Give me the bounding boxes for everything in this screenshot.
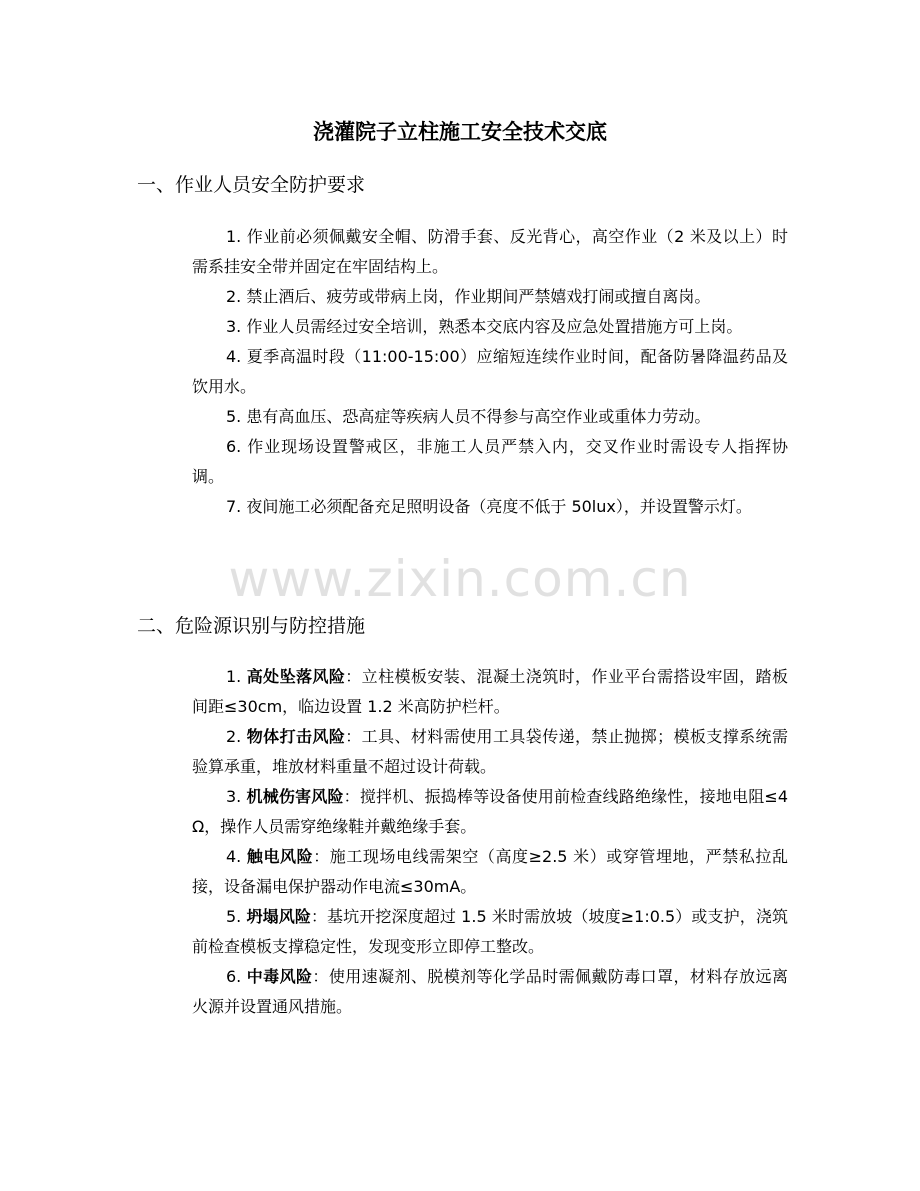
- list-item: [192, 962, 788, 1022]
- hazard-keyword: 物体打击风险: [246, 727, 346, 746]
- hazard-keyword: 机械伤害风险: [246, 787, 344, 806]
- item-number: 2.: [226, 727, 247, 746]
- item-text: ：基坑开挖深度超过 1.5 米时需放坡（坡度≥1:0.5）或支护，浇筑前检查模板支撑稳定性，发现变形立即停工整改。: [192, 907, 788, 956]
- item-text: ：使用速凝剂、脱模剂等化学品时需佩戴防毒口罩，材料存放远离火源并设置通风措施。: [192, 967, 788, 1016]
- item-number: 1.: [226, 667, 247, 686]
- item-number: 4.: [226, 847, 247, 866]
- hazard-keyword: 坍塌风险: [246, 907, 311, 926]
- item-number: 6.: [226, 967, 247, 986]
- list-item: [192, 842, 788, 902]
- document-title: 浇灌院子立柱施工安全技术交底: [313, 120, 607, 144]
- list-item: 7. 夜间施工必须配备充足照明设备（亮度不低于 50lux），并设置警示灯。: [226, 497, 752, 516]
- item-number: 5.: [226, 907, 247, 926]
- hazard-control-list: [192, 662, 788, 1022]
- list-item: [192, 902, 788, 962]
- personnel-safety-list: [192, 222, 788, 522]
- list-item: [192, 782, 788, 842]
- list-item: [192, 722, 788, 782]
- list-item: 1. 作业前必须佩戴安全帽、防滑手套、反光背心，高空作业（2 米及以上）时需系挂安全带并固定在牢固结构上。: [192, 227, 788, 276]
- section-heading-hazard-control: 二、危险源识别与防控措施: [137, 615, 366, 637]
- item-text: ：施工现场电线需架空（高度≥2.5 米）或穿管埋地，严禁私拉乱接，设备漏电保护器动作电流≤30mA。: [192, 847, 788, 896]
- hazard-keyword: 高处坠落风险: [246, 667, 346, 686]
- list-item: 3. 作业人员需经过安全培训，熟悉本交底内容及应急处置措施方可上岗。: [226, 317, 743, 336]
- watermark: www.zixin.com.cn: [228, 550, 692, 608]
- item-text: ：搅拌机、振捣棒等设备使用前检查线路绝缘性，接地电阻≤4Ω，操作人员需穿绝缘鞋并戴绝缘手套。: [192, 787, 788, 836]
- list-item: 2. 禁止酒后、疲劳或带病上岗，作业期间严禁嬉戏打闹或擅自离岗。: [226, 287, 711, 306]
- item-number: 3.: [226, 787, 247, 806]
- list-item: 4. 夏季高温时段（11:00-15:00）应缩短连续作业时间，配备防暑降温药品及饮用水。: [192, 347, 788, 396]
- item-text: ：工具、材料需使用工具袋传递，禁止抛掷；模板支撑系统需验算承重，堆放材料重量不超过设计荷载。: [192, 727, 788, 776]
- hazard-keyword: 中毒风险: [246, 967, 313, 986]
- hazard-keyword: 触电风险: [246, 847, 314, 866]
- list-item: [192, 662, 788, 722]
- list-item: 6. 作业现场设置警戒区，非施工人员严禁入内，交叉作业时需设专人指挥协调。: [192, 437, 788, 486]
- item-text: ：立柱模板安装、混凝土浇筑时，作业平台需搭设牢固，踏板间距≤30cm，临边设置 1.2 米高防护栏杆。: [192, 667, 788, 716]
- list-item: 5. 患有高血压、恐高症等疾病人员不得参与高空作业或重体力劳动。: [226, 407, 711, 426]
- section-heading-personnel-safety: 一、作业人员安全防护要求: [137, 174, 366, 196]
